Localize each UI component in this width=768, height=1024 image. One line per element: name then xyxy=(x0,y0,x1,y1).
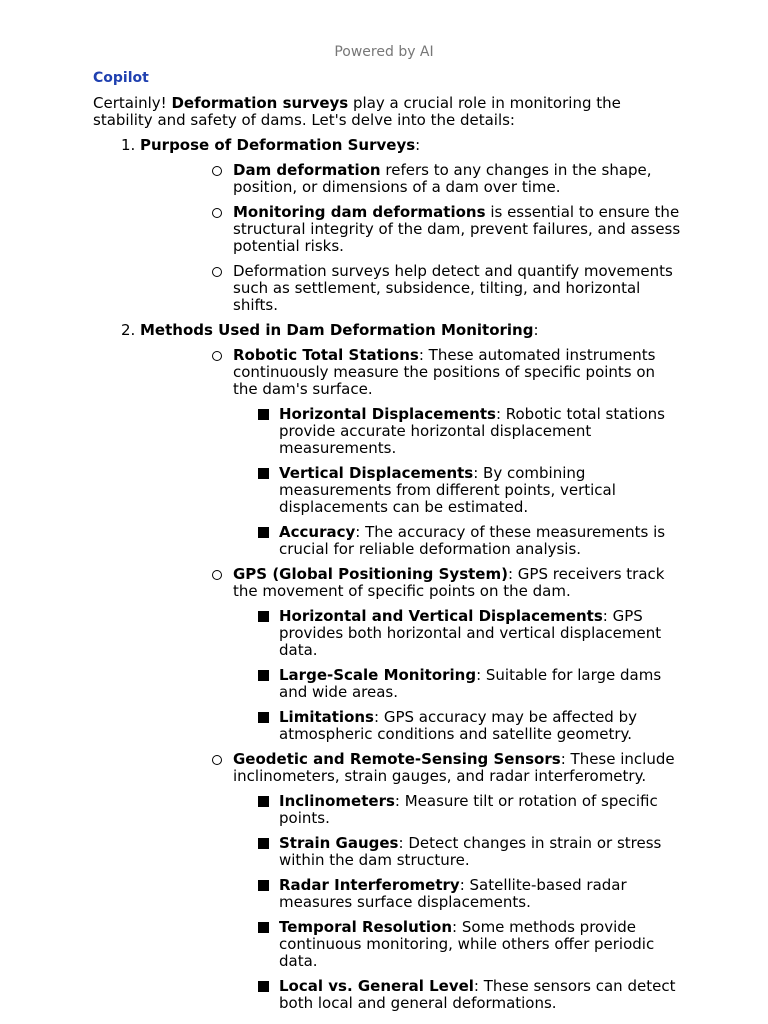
square-bullet-icon xyxy=(258,838,269,849)
square-bullet-icon xyxy=(258,468,269,479)
section-title-suffix: : xyxy=(533,321,539,339)
section-title-suffix: : xyxy=(415,136,421,154)
sub-bullet-text: : These sensors can detect both local and general deformations. xyxy=(279,977,676,1012)
sub-bullet-bold: Accuracy xyxy=(279,523,356,541)
list-number: 2. xyxy=(121,321,136,339)
sub-bullet-text: : Robotic total stations provide accurate horizontal displacement measurements. xyxy=(279,405,665,457)
square-bullet-icon xyxy=(258,880,269,891)
bullet-item xyxy=(140,162,683,196)
section-title: Purpose of Deformation Surveys xyxy=(140,136,416,154)
section-list xyxy=(93,137,683,1012)
sub-bullet-item xyxy=(140,835,683,869)
sub-bullet-bold: Large-Scale Monitoring xyxy=(279,666,477,684)
sub-bullet-item xyxy=(140,667,683,701)
square-bullet-icon xyxy=(258,922,269,933)
message-content xyxy=(93,95,683,1020)
sender-name: Copilot xyxy=(93,70,149,86)
square-bullet-icon xyxy=(258,712,269,723)
sub-bullet-item xyxy=(140,709,683,743)
bullet-item-text: : These include inclinometers, strain gauges, and radar interferometry. xyxy=(233,750,675,785)
section-title: Methods Used in Dam Deformation Monitoring xyxy=(140,321,534,339)
hollow-circle-bullet-icon xyxy=(212,755,222,765)
sub-bullet-text: : Some methods provide continuous monitoring, while others offer periodic data. xyxy=(279,918,655,970)
bullet-item xyxy=(140,751,683,785)
bullet-item-text: is essential to ensure the structural integrity of the dam, prevent failures, and assess potential risks. xyxy=(233,203,681,255)
list-number: 1. xyxy=(121,136,136,154)
sub-bullet-item xyxy=(140,524,683,558)
sub-bullet-item xyxy=(140,406,683,457)
bullet-item xyxy=(140,347,683,398)
bullet-item-text: refers to any changes in the shape, position, or dimensions of a dam over time. xyxy=(233,161,652,196)
sub-bullet-bold: Inclinometers xyxy=(279,792,395,810)
bullet-item xyxy=(140,204,683,255)
square-bullet-icon xyxy=(258,981,269,992)
intro-prefix: Certainly! xyxy=(93,94,172,112)
bullet-item-text: Deformation surveys help detect and quantify movements such as settlement, subsidence, tilting, and horizontal shifts. xyxy=(233,262,673,314)
sub-bullet-bold: Limitations xyxy=(279,708,374,726)
hollow-circle-bullet-icon xyxy=(212,351,222,361)
sub-bullet-text: : GPS accuracy may be affected by atmospheric conditions and satellite geometry. xyxy=(279,708,637,743)
sub-bullet-text: : By combining measurements from different points, vertical displacements can be estimated. xyxy=(279,464,616,516)
sub-bullet-bold: Local vs. General Level xyxy=(279,977,474,995)
bullet-item-bold: GPS (Global Positioning System) xyxy=(233,565,508,583)
sub-bullet-text: : Satellite-based radar measures surface displacements. xyxy=(279,876,627,911)
hollow-circle-bullet-icon xyxy=(212,267,222,277)
sub-bullet-item xyxy=(140,919,683,970)
sub-bullet-bold: Horizontal Displacements xyxy=(279,405,496,423)
bullet-item-text: : GPS receivers track the movement of specific points on the dam. xyxy=(233,565,665,600)
sub-bullet-text: : Suitable for large dams and wide areas. xyxy=(279,666,662,701)
hollow-circle-bullet-icon xyxy=(212,570,222,580)
square-bullet-icon xyxy=(258,409,269,420)
sub-bullet-bold: Horizontal and Vertical Displacements xyxy=(279,607,603,625)
bullet-item xyxy=(140,566,683,600)
intro-bold: Deformation surveys xyxy=(171,94,349,112)
bullet-item-bold: Geodetic and Remote-Sensing Sensors xyxy=(233,750,561,768)
numbered-item xyxy=(93,137,683,314)
numbered-item xyxy=(93,322,683,1012)
sub-bullet-text: : Detect changes in strain or stress within the dam structure. xyxy=(279,834,662,869)
sub-bullet-bold: Strain Gauges xyxy=(279,834,399,852)
sub-bullet-item xyxy=(140,978,683,1012)
numbered-item-heading xyxy=(140,137,683,154)
square-bullet-icon xyxy=(258,670,269,681)
sub-bullet-bold: Radar Interferometry xyxy=(279,876,460,894)
square-bullet-icon xyxy=(258,611,269,622)
sub-bullet-text: : Measure tilt or rotation of specific points. xyxy=(279,792,658,827)
sub-bullet-bold: Vertical Displacements xyxy=(279,464,474,482)
bullet-item-bold: Dam deformation xyxy=(233,161,381,179)
hollow-circle-bullet-icon xyxy=(212,166,222,176)
sub-bullet-text: : GPS provides both horizontal and vertical displacement data. xyxy=(279,607,662,659)
intro-rest: play a crucial role in monitoring the stability and safety of dams. Let's delve into the details: xyxy=(93,94,621,129)
bullet-item-bold: Monitoring dam deformations xyxy=(233,203,486,221)
powered-by-label: Powered by AI xyxy=(334,44,434,60)
bullet-item xyxy=(140,263,683,314)
sub-bullet-item xyxy=(140,793,683,827)
sub-bullet-item xyxy=(140,608,683,659)
sub-bullet-bold: Temporal Resolution xyxy=(279,918,453,936)
sub-bullet-item xyxy=(140,465,683,516)
square-bullet-icon xyxy=(258,796,269,807)
square-bullet-icon xyxy=(258,527,269,538)
intro-paragraph xyxy=(93,95,683,129)
hollow-circle-bullet-icon xyxy=(212,208,222,218)
bullet-item-text: : These automated instruments continuously measure the positions of specific points on the dam's surface. xyxy=(233,346,656,398)
numbered-item-heading xyxy=(140,322,683,339)
sub-bullet-item xyxy=(140,877,683,911)
bullet-item-bold: Robotic Total Stations xyxy=(233,346,419,364)
sub-bullet-text: : The accuracy of these measurements is crucial for reliable deformation analysis. xyxy=(279,523,666,558)
